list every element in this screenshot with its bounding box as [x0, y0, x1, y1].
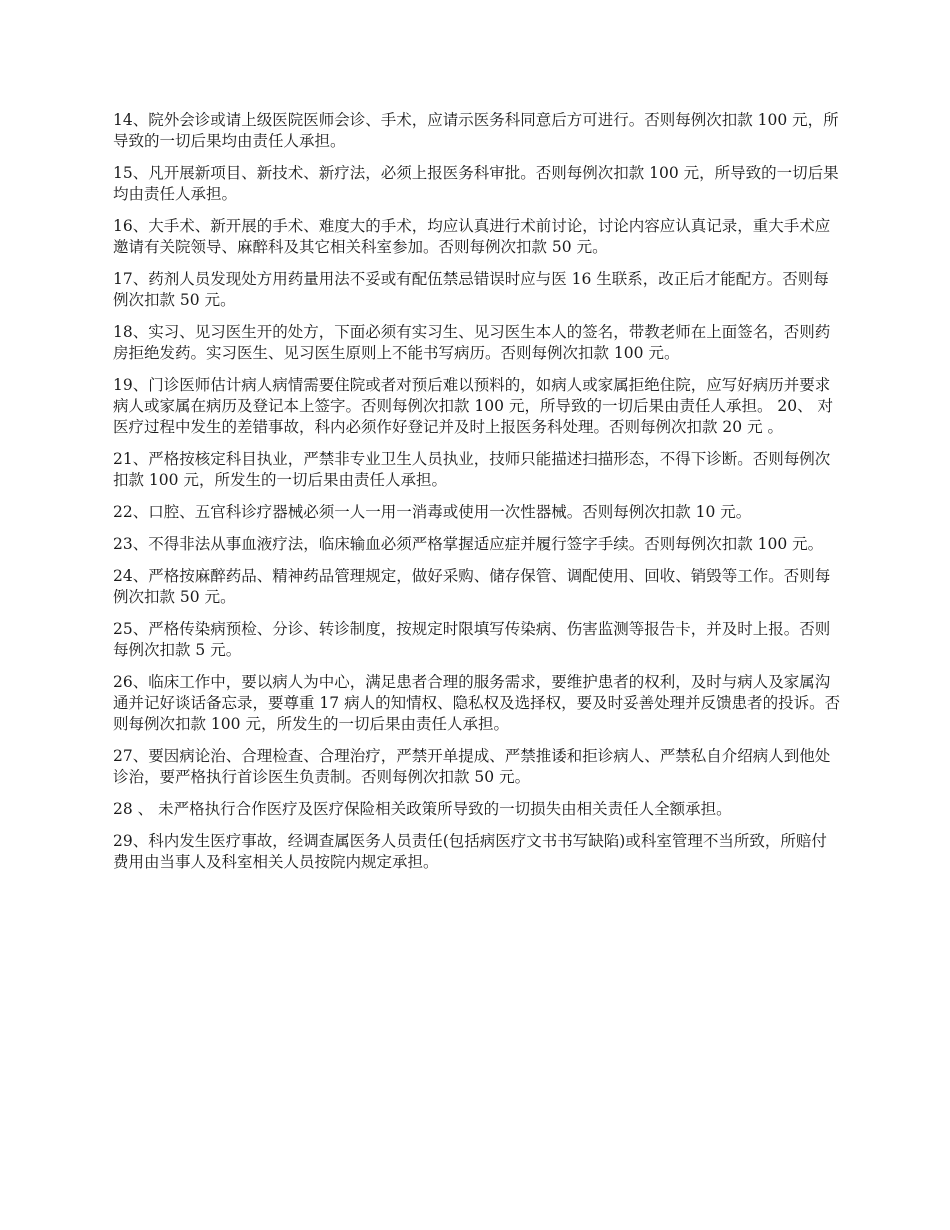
paragraph-15: 15、凡开展新项目、新技术、新疗法，必须上报医务科审批。否则每例次扣款 100 元，所导致的一切后果均由责任人承担。 — [113, 164, 839, 203]
paragraph-23: 23、不得非法从事血液疗法，临床输血必须严格掌握适应症并履行签字手续。否则每例次扣款 100 元。 — [113, 535, 824, 553]
paragraph-26: 26、临床工作中，要以病人为中心，满足患者合理的服务需求，要维护患者的权利，及时与病人及家属沟通并记好谈话备忘录，要尊重 17 病人的知情权、隐私权及选择权，要及时妥善处理并反馈患者的投诉。否则每例次扣款 100 元，所发生的一切后果由责任人承担。 — [113, 673, 841, 733]
paragraph-18: 18、实习、见习医生开的处方，下面必须有实习生、见习医生本人的签名，带教老师在上面签名，否则药房拒绝发药。实习医生、见习医生原则上不能书写病历。否则每例次扣款 100 元。 — [113, 323, 831, 362]
paragraph-29: 29、科内发生医疗事故，经调查属医务人员责任(包括病医疗文书书写缺陷)或科室管理不当所致，所赔付费用由当事人及科室相关人员按院内规定承担。 — [113, 832, 827, 871]
paragraph-16: 16、大手术、新开展的手术、难度大的手术，均应认真进行术前讨论，讨论内容应认真记录，重大手术应邀请有关院领导、麻醉科及其它相关科室参加。否则每例次扣款 50 元。 — [113, 217, 831, 256]
paragraph-17: 17、药剂人员发现处方用药量用法不妥或有配伍禁忌错误时应与医 16 生联系，改正后才能配方。否则每例次扣款 50 元。 — [113, 270, 829, 309]
paragraph-21: 21、严格按核定科目执业，严禁非专业卫生人员执业，技师只能描述扫描形态，不得下诊断。否则每例次扣款 100 元，所发生的一切后果由责任人承担。 — [113, 450, 831, 489]
paragraph-28: 28 、 未严格执行合作医疗及医疗保险相关政策所导致的一切损失由相关责任人全额承担。 — [113, 800, 732, 818]
paragraph-27: 27、要因病论治、合理检查、合理治疗，严禁开单提成、严禁推诿和拒诊病人、严禁私自介绍病人到他处诊治，要严格执行首诊医生负责制。否则每例次扣款 50 元。 — [113, 747, 831, 786]
paragraph-24: 24、严格按麻醉药品、精神药品管理规定，做好采购、储存保管、调配使用、回收、销毁等工作。否则每例次扣款 50 元。 — [113, 567, 831, 606]
paragraph-19-20: 19、门诊医师估计病人病情需要住院或者对预后难以预料的，如病人或家属拒绝住院，应写好病历并要求病人或家属在病历及登记本上签字。否则每例次扣款 100 元，所导致的一切后果由责任人承担。 20、 对医疗过程中发生的差错事故，科内必须作好登记并及时上报医务科处理。否则每例次扣款 20 元 。 — [113, 376, 834, 436]
paragraph-14: 14、院外会诊或请上级医院医师会诊、手术，应请示医务科同意后方可进行。否则每例次扣款 100 元，所导致的一切后果均由责任人承担。 — [113, 111, 839, 150]
paragraph-22: 22、口腔、五官科诊疗器械必须一人一用一消毒或使用一次性器械。否则每例次扣款 10 元。 — [113, 503, 752, 521]
document-body — [113, 110, 841, 884]
paragraph-25: 25、严格传染病预检、分诊、转诊制度，按规定时限填写传染病、伤害监测等报告卡，并及时上报。否则每例次扣款 5 元。 — [113, 620, 831, 659]
